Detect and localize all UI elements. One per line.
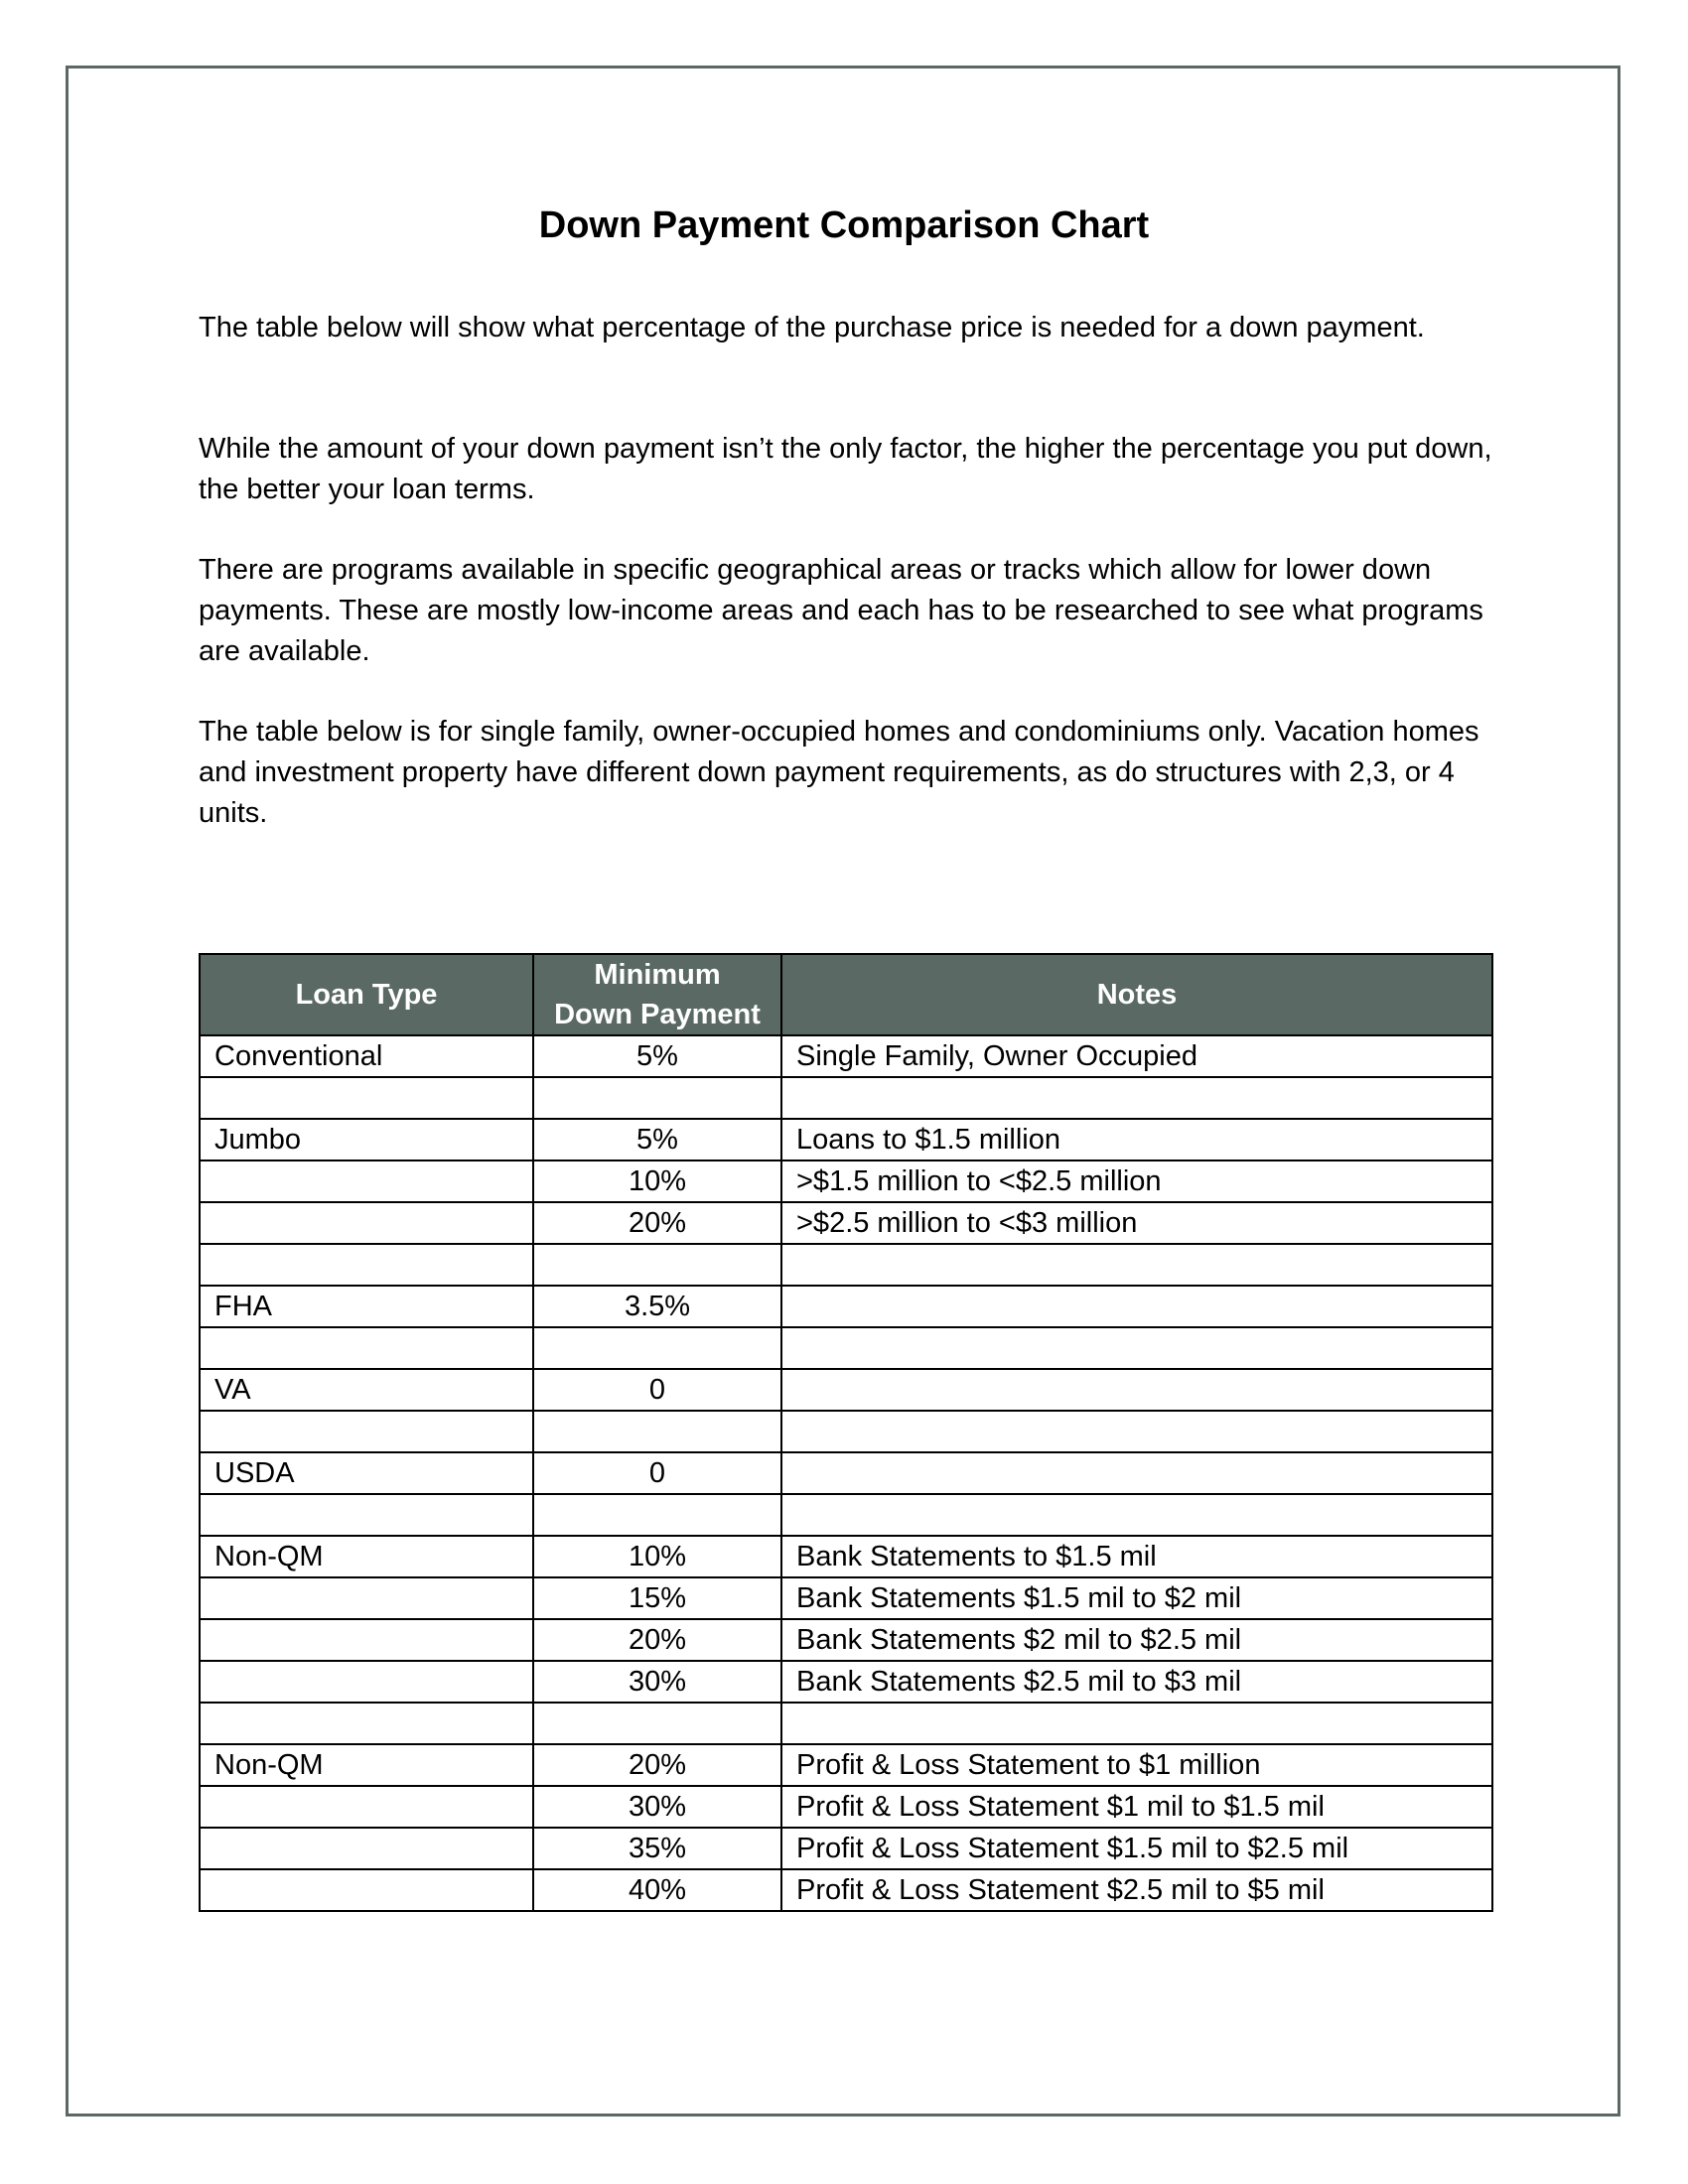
cell-notes: Profit & Loss Statement $2.5 mil to $5 mil	[781, 1869, 1492, 1911]
cell-loan-type: Conventional	[200, 1035, 533, 1077]
cell-notes: Profit & Loss Statement to $1 million	[781, 1744, 1492, 1786]
header-minimum-line2: Down Payment	[554, 999, 761, 1030]
table-body	[200, 1035, 1492, 1911]
cell-notes	[781, 1452, 1492, 1494]
cell-notes	[781, 1494, 1492, 1536]
cell-notes: >$1.5 million to <$2.5 million	[781, 1160, 1492, 1202]
cell-minimum-down-payment: 20%	[533, 1744, 781, 1786]
cell-minimum-down-payment: 0	[533, 1452, 781, 1494]
cell-notes: Bank Statements $2 mil to $2.5 mil	[781, 1619, 1492, 1661]
cell-loan-type	[200, 1077, 533, 1119]
table-row	[200, 1869, 1492, 1911]
cell-minimum-down-payment: 30%	[533, 1786, 781, 1828]
table-row	[200, 1160, 1492, 1202]
cell-loan-type	[200, 1661, 533, 1703]
cell-minimum-down-payment: 5%	[533, 1035, 781, 1077]
table-row	[200, 1619, 1492, 1661]
header-minimum-line1: Minimum	[594, 959, 721, 991]
cell-notes: Bank Statements to $1.5 mil	[781, 1536, 1492, 1577]
table-row	[200, 1202, 1492, 1244]
table-row	[200, 1703, 1492, 1744]
intro-paragraph: The table below will show what percentage of the purchase price is needed for a down payment.	[199, 312, 1425, 343]
table-row	[200, 1411, 1492, 1452]
loan-terms-paragraph: While the amount of your down payment isn’t the only factor, the higher the percentage you put down, the better your loan terms.	[199, 433, 1492, 505]
table-row	[200, 1244, 1492, 1286]
cell-minimum-down-payment	[533, 1411, 781, 1452]
cell-loan-type	[200, 1828, 533, 1869]
cell-loan-type	[200, 1577, 533, 1619]
cell-minimum-down-payment: 5%	[533, 1119, 781, 1160]
cell-minimum-down-payment: 0	[533, 1369, 781, 1411]
table-row	[200, 1661, 1492, 1703]
cell-minimum-down-payment	[533, 1244, 781, 1286]
cell-notes	[781, 1244, 1492, 1286]
header-minimum-down-payment	[533, 954, 781, 1035]
cell-notes	[781, 1703, 1492, 1744]
cell-loan-type: Jumbo	[200, 1119, 533, 1160]
cell-loan-type	[200, 1786, 533, 1828]
cell-minimum-down-payment: 40%	[533, 1869, 781, 1911]
page-title: Down Payment Comparison Chart	[538, 205, 1150, 246]
cell-minimum-down-payment	[533, 1327, 781, 1369]
cell-loan-type	[200, 1244, 533, 1286]
cell-notes	[781, 1286, 1492, 1327]
cell-notes: Profit & Loss Statement $1 mil to $1.5 mil	[781, 1786, 1492, 1828]
table-row	[200, 1536, 1492, 1577]
cell-notes	[781, 1411, 1492, 1452]
cell-minimum-down-payment: 3.5%	[533, 1286, 781, 1327]
cell-loan-type	[200, 1494, 533, 1536]
cell-loan-type: FHA	[200, 1286, 533, 1327]
cell-notes	[781, 1077, 1492, 1119]
cell-loan-type	[200, 1160, 533, 1202]
cell-minimum-down-payment	[533, 1494, 781, 1536]
cell-minimum-down-payment: 10%	[533, 1536, 781, 1577]
cell-notes: Single Family, Owner Occupied	[781, 1035, 1492, 1077]
cell-loan-type	[200, 1869, 533, 1911]
cell-notes	[781, 1369, 1492, 1411]
cell-loan-type	[200, 1411, 533, 1452]
table-row	[200, 1577, 1492, 1619]
cell-loan-type: USDA	[200, 1452, 533, 1494]
cell-loan-type: Non-QM	[200, 1744, 533, 1786]
cell-minimum-down-payment: 30%	[533, 1661, 781, 1703]
table-row	[200, 1494, 1492, 1536]
cell-minimum-down-payment: 10%	[533, 1160, 781, 1202]
cell-loan-type	[200, 1202, 533, 1244]
cell-notes: Profit & Loss Statement $1.5 mil to $2.5 mil	[781, 1828, 1492, 1869]
table-row	[200, 1452, 1492, 1494]
cell-notes: Bank Statements $2.5 mil to $3 mil	[781, 1661, 1492, 1703]
scope-paragraph: The table below is for single family, owner-occupied homes and condominiums only. Vacation homes and investment property have different down payment requirements, as do structures with 2,3, or 4 units.	[199, 716, 1479, 829]
cell-notes: Loans to $1.5 million	[781, 1119, 1492, 1160]
cell-loan-type: Non-QM	[200, 1536, 533, 1577]
cell-minimum-down-payment	[533, 1703, 781, 1744]
cell-minimum-down-payment: 20%	[533, 1619, 781, 1661]
table-header-row	[200, 954, 1492, 1035]
table-row	[200, 1035, 1492, 1077]
table-row	[200, 1327, 1492, 1369]
table-row	[200, 1744, 1492, 1786]
cell-loan-type	[200, 1703, 533, 1744]
cell-loan-type	[200, 1327, 533, 1369]
table-row	[200, 1786, 1492, 1828]
header-notes: Notes	[781, 954, 1492, 1035]
header-loan-type: Loan Type	[200, 954, 533, 1035]
cell-loan-type	[200, 1619, 533, 1661]
table-row	[200, 1077, 1492, 1119]
cell-minimum-down-payment: 35%	[533, 1828, 781, 1869]
table-row	[200, 1119, 1492, 1160]
cell-notes: >$2.5 million to <$3 million	[781, 1202, 1492, 1244]
cell-notes: Bank Statements $1.5 mil to $2 mil	[781, 1577, 1492, 1619]
cell-minimum-down-payment	[533, 1077, 781, 1119]
cell-minimum-down-payment: 15%	[533, 1577, 781, 1619]
down-payment-table	[199, 953, 1493, 1912]
cell-minimum-down-payment: 20%	[533, 1202, 781, 1244]
table-row	[200, 1369, 1492, 1411]
table-row	[200, 1828, 1492, 1869]
cell-loan-type: VA	[200, 1369, 533, 1411]
table-row	[200, 1286, 1492, 1327]
programs-paragraph: There are programs available in specific geographical areas or tracks which allow for lower down payments. These are mostly low-income areas and each has to be researched to see what programs are available.	[199, 554, 1483, 667]
cell-notes	[781, 1327, 1492, 1369]
